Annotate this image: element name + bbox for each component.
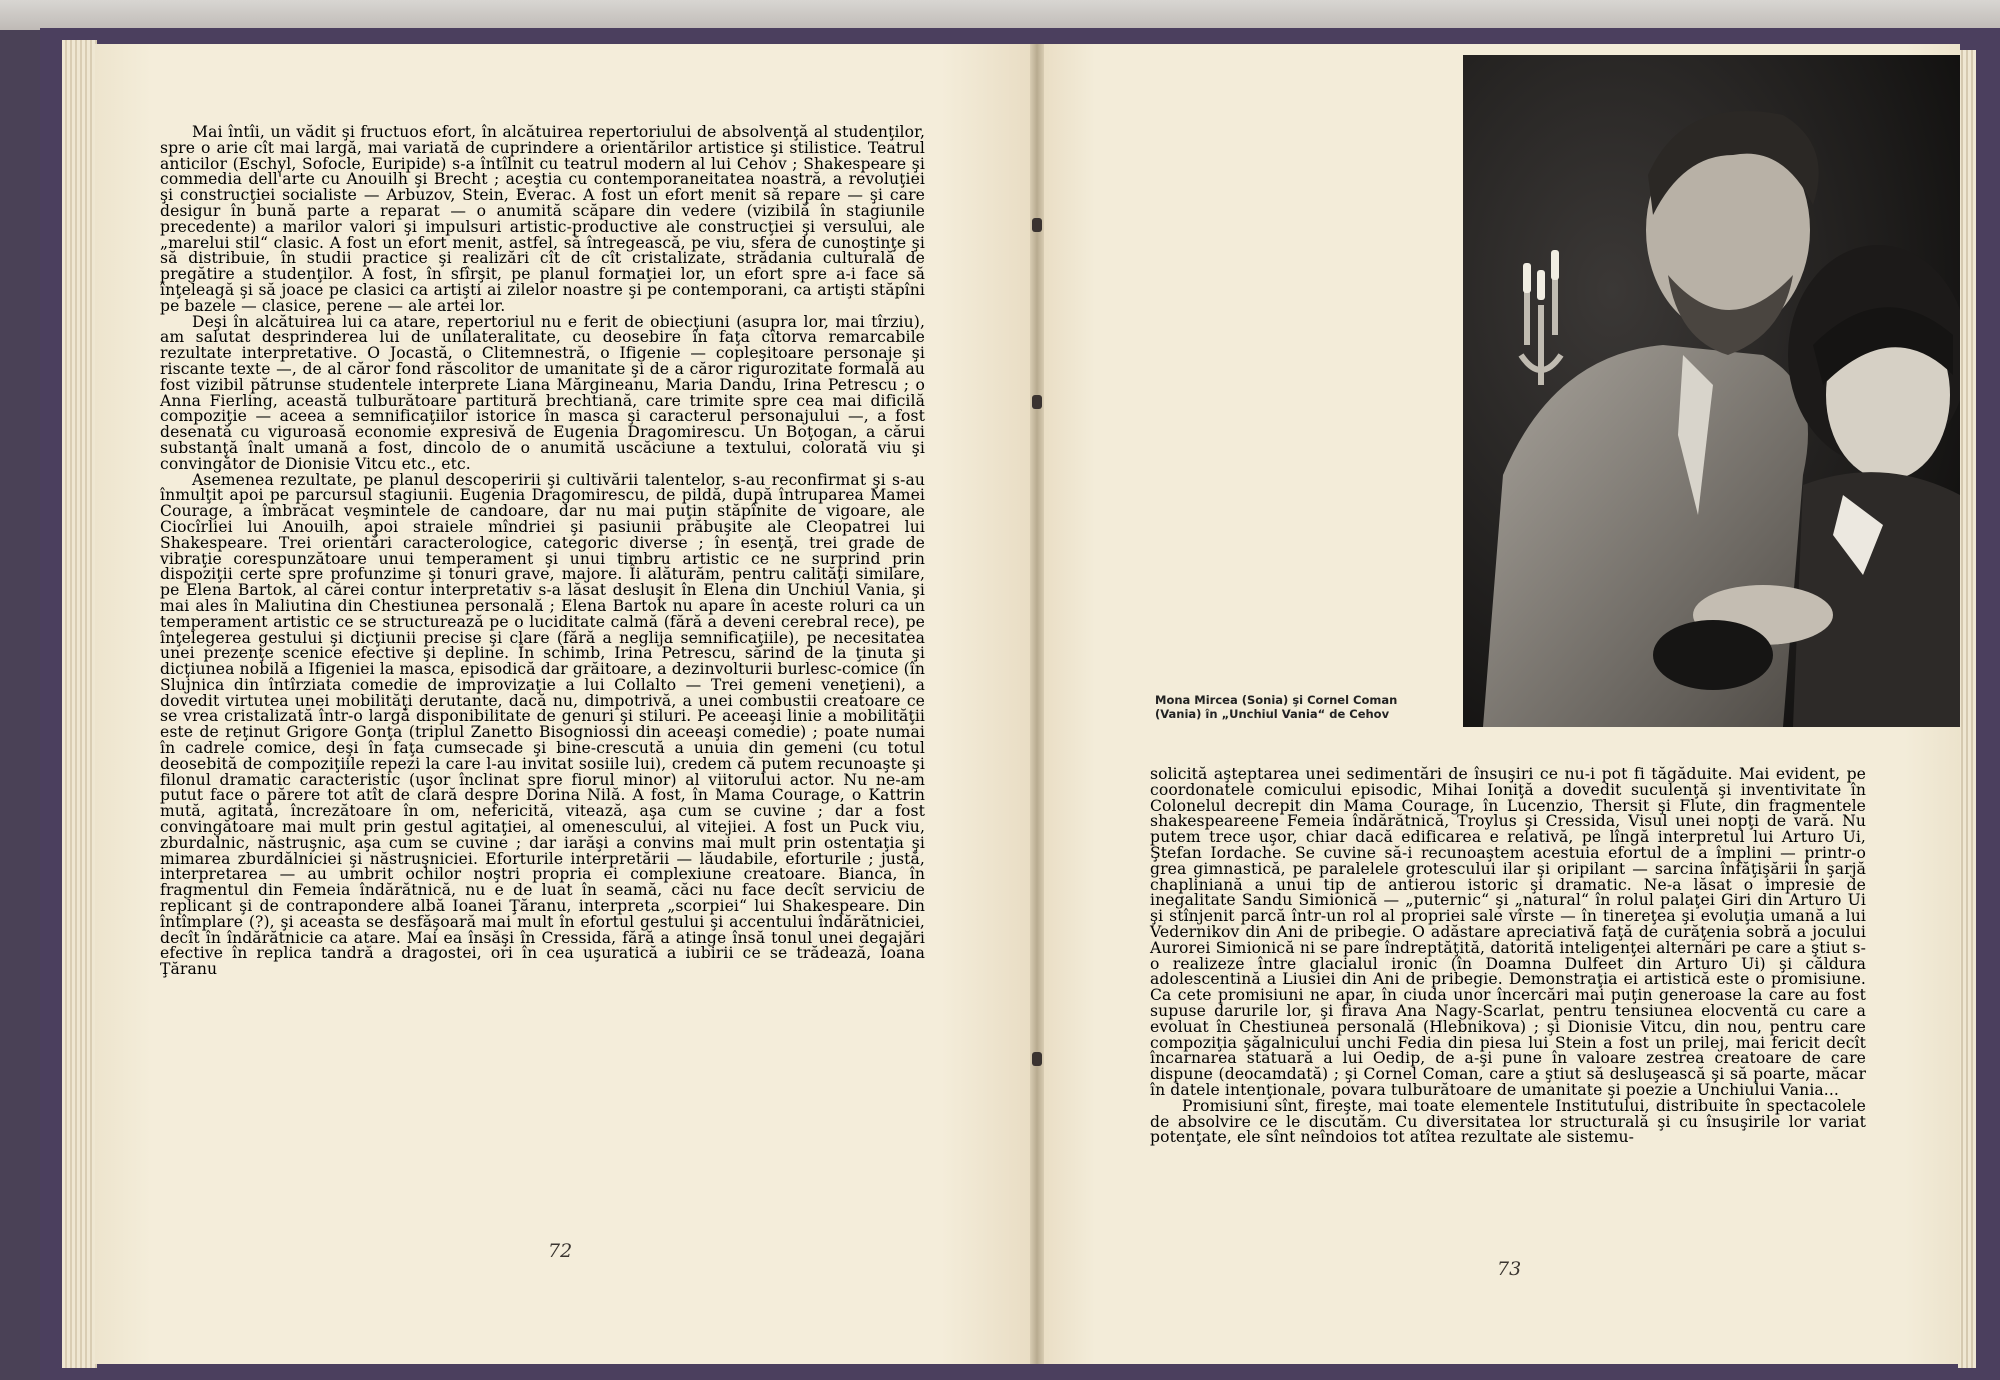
binding-stitch: [1032, 395, 1042, 409]
page-number-right: 73: [1497, 1258, 1522, 1280]
paragraph: Asemenea rezultate, pe planul descoperirii şi cultivării talentelor, s-au reconfirmat şi s-au înmulţit apoi pe parcursul stagiunii. Eugenia Dragomirescu, de pildă, după întruparea Mamei Courage, a îmbrăcat veşmintele de candoare, dar nu mai puţin stăpînite de vigoare, ale Ciocîrliei lui Anouilh, apoi straiele mîndriei şi pasiunii prăbuşite ale Cleopatrei lui Shakespeare. Trei orientări caracterologice, categoric diverse ; în esenţă, trei grade de vibraţie corespunzătoare unui temperament şi unui timbru artistic ce ne surprind prin dispoziţii certe spre profunzime şi tonuri grave, majore. Îi alăturăm, pentru calităţi similare, pe Elena Bartok, al cărei contur interpretativ s-a lăsat desluşit în Elena din Unchiul Vania, şi mai ales în Maliutina din Chestiunea personală ; Elena Bartok nu apare în aceste roluri ca un temperament artistic ce se structurează pe o luciditate calmă (fără a deveni cerebral rece), pe înţelegerea gestului şi dicţiunii precise şi clare (fără a neglija semnificaţiile), pe necesitatea unei prezenţe scenice efective şi depline. În schimb, Irina Petrescu, sărind de la ţinuta şi dicţiunea nobilă a Ifigeniei la masca, episodică dar grăitoare, a dezinvolturii burlesc-comice (în Slujnica din întîrziata comedie de improvizaţie a lui Collalto — Trei gemeni veneţieni), a dovedit virtutea unei mobilităţi derutante, dacă nu, dimpotrivă, a unei combustii creatoare ce se vrea cristalizată într-o largă disponibilitate de genuri şi stiluri. Pe aceeaşi linie a mobilităţii este de reţinut Grigore Gonţa (triplul Zanetto Bisogniossi din aceeaşi comedie) ; poate numai în cadrele comice, deşi în faţa cumsecade şi bine-crescută a unuia din gemeni (cu totul deosebită de compoziţiile repezi la care l-au invitat sosiile lui), credem că putem recunoaşte şi filonul dramatic caracteristic (uşor înclinat spre fiorul minor) al viitorului actor. Nu ne-am putut face o părere tot atît de clară despre Dorina Nilă. A fost, în Mama Courage, o Kattrin mută, agitată, încrezătoare în om, nefericită, vitează, aşa cum se cuvine ; dar a fost convingătoare mai mult prin gestul agitaţiei, al omenescului, al vitejiei. A fost un Puck viu, zburdalnic, năstruşnic, aşa cum se cuvine ; dar iarăşi a convins mai mult prin ostentaţia şi mimarea zburdălniciei şi năstruşniciei. Eforturile interpretării — lăudabile, eforturile ; justă, interpretarea — au umbrit ochilor noştri propria ei complexiune creatoare. Bianca, în fragmentul din Femeia îndărătnică, nu e de luat în seamă, căci nu face decît serviciu de replicant şi de contrapondere albă Ioanei Ţăranu, interpreta „scorpiei“ lui Shakespeare. Din întîmplare (?), şi aceasta se desfăşoară mai mult în efortul gestului şi accentului îndărătniciei, decît în îndărătnicie ca atare. Mai ea însăşi în Cressida, fără a atinge însă tonul unei degajări efective în replica tandră a dragostei, ori în cea uşuratică a iubirii ce se trădează, Ioana Ţăranu: [160, 470, 925, 979]
page-stack-right: [1958, 50, 1976, 1368]
paragraph: Deşi în alcătuirea lui ca atare, repertoriul nu e ferit de obiecţiuni (asupra lor, mai tîrziu), am salutat desprinderea lui de unilateralitate, cu deosebire în faţa cîtorva remarcabile rezultate interpretative. O Jocastă, o Clitemnestră, o Ifigenie — copleşitoare personaje şi riscante texte —, de al căror fond răscolitor de umanitate şi de a căror rigurozitate formală au fost vizibil pătrunse studentele interprete Liana Mărgineanu, Maria Dandu, Irina Petrescu ; o Anna Fierling, această tulburătoare partitură brechtiană, care trimite spre cea mai dificilă compoziţie — aceea a semnificaţiilor istorice în masca şi caracterul personajului —, a fost desenată cu viguroasă economie expresivă de Eugenia Dragomirescu. Un Boţogan, a cărui substanţă înalt umană a fost, dincolo de o anumită uscăciune a textului, colorată viu şi convingător de Dionisie Vitcu etc., etc.: [160, 312, 925, 473]
paragraph: Mai întîi, un vădit şi fructuos efort, în alcătuirea repertoriului de absolvenţă al studenţilor, spre o arie cît mai largă, mai variată de cuprindere a orientărilor artistice şi stilistice. Teatrul anticilor (Eschyl, Sofocle, Euripide) s-a întîlnit cu teatrul modern al lui Cehov ; Shakespeare şi commedia dell'arte cu Anouilh şi Brecht ; aceştia cu contemporaneitatea noastră, a revoluţiei şi construcţiei socialiste — Arbuzov, Stein, Everac. A fost un efort menit să repare — şi care desigur în bună parte a reparat — o anumită scăpare din vedere (vizibilă în stagiunile precedente) a marilor valori şi impulsuri artistic-productive ale construcţiei şi versului, ale „marelui stil“ clasic. A fost un efort menit, astfel, să întregească, pe viu, sfera de cunoştinţe şi să distribuie, în studii practice şi realizări cît de cît cristalizate, strădania culturală de pregătire a studenţilor. A fost, în sfîrşit, pe planul formaţiei lor, un efort spre a-i face să înţeleagă şi să joace pe clasici ca artişti ai zilelor noastre şi pe contemporani, ca artişti stăpîni pe bazele — clasice, perene — ale artei lor.: [160, 123, 925, 315]
background-edge: [0, 0, 2000, 30]
photo-caption: Mona Mircea (Sonia) şi Cornel Coman (Vania) în „Unchiul Vania“ de Cehov: [1155, 693, 1398, 721]
binding-stitch: [1032, 218, 1042, 232]
left-page-text: [160, 125, 925, 978]
book-gutter: [1030, 44, 1044, 1364]
page-number-left: 72: [548, 1240, 573, 1262]
page-stack-left: [62, 40, 97, 1368]
theatre-photo: [1463, 55, 1960, 727]
paragraph: solicită aşteptarea unei sedimentări de însuşiri ce nu-i pot fi tăgăduite. Mai evident, pe coordonatele comicului episodic, Mihai Ioniţă a dovedit suculenţă şi inventivitate în Colonelul decrepit din Mama Courage, în Lucenzio, Thersit şi Flute, din fragmentele shakespeareene Femeia îndărătnică, Troylus şi Cressida, Visul unei nopţi de vară. Nu putem trece uşor, chiar dacă edificarea e relativă, pe lîngă interpretul lui Arturo Ui, Ştefan Iordache. Se cuvine să-i recunoaştem acestuia efortul de a împlini — printr-o grea gimnastică, pe paralelele grotescului ilar şi oripilant — sarcina înfăţişării în şarjă chapliniană a unui tip de antierou istoric şi dramatic. Ne-a lăsat o impresie de inegalitate Sandu Simionică — „puternic“ şi „natural“ în rolul palaţei Giri din Arturo Ui şi stînjenit parcă într-un rol al propriei sale vîrste — în tinereţea şi evoluţia umană a lui Vedernikov din Ani de pribegie. O adăstare apreciativă faţă de curăţenia sobră a jocului Aurorei Simionică ni se pare îndreptăţită, datorită inteligenţei alternări pe care a ştiut s-o realizeze între glacialul ironic (în Doamna Dulfeet din Arturo Ui) şi căldura adolescentină a Liusiei din Ani de pribegie. Demonstraţia ei artistică este o promisiune. Ca cete promisiuni ne apar, în ciuda unor încercări mai puţin generoase la care au fost supuse darurile lor, şi firava Ana Nagy-Scarlat, pentru tensiunea elocventă cu care a evoluat în Chestiunea personală (Hlebnikova) ; şi Dionisie Vitcu, din nou, pentru care compoziţia şăgalnicului unchi Fedia din piesa lui Stein a fost un prilej, mai fericit decît încarnarea statuară a lui Oedip, de a-şi pune în valoare zestrea creatoare de care dispune (deocamdată) ; şi Cornel Coman, care a ştiut să desluşească şi să poarte, măcar în datele intenţionale, povara tulburătoare de umanitate şi poezie a Unchiului Vania...: [1150, 765, 1866, 1099]
binding-stitch: [1032, 1052, 1042, 1066]
right-page-text: [1150, 767, 1866, 1146]
photo-illustration: [1463, 55, 1960, 727]
paragraph: Promisiuni sînt, fireşte, mai toate elementele Institutului, distribuite în spectacolele de absolvire ce le discutăm. Cu diversitatea lor structurală şi cu însuşirile lor variat potenţate, ele sînt neîndoios tot atîtea rezultate ale sistemu-: [1150, 1096, 1866, 1147]
